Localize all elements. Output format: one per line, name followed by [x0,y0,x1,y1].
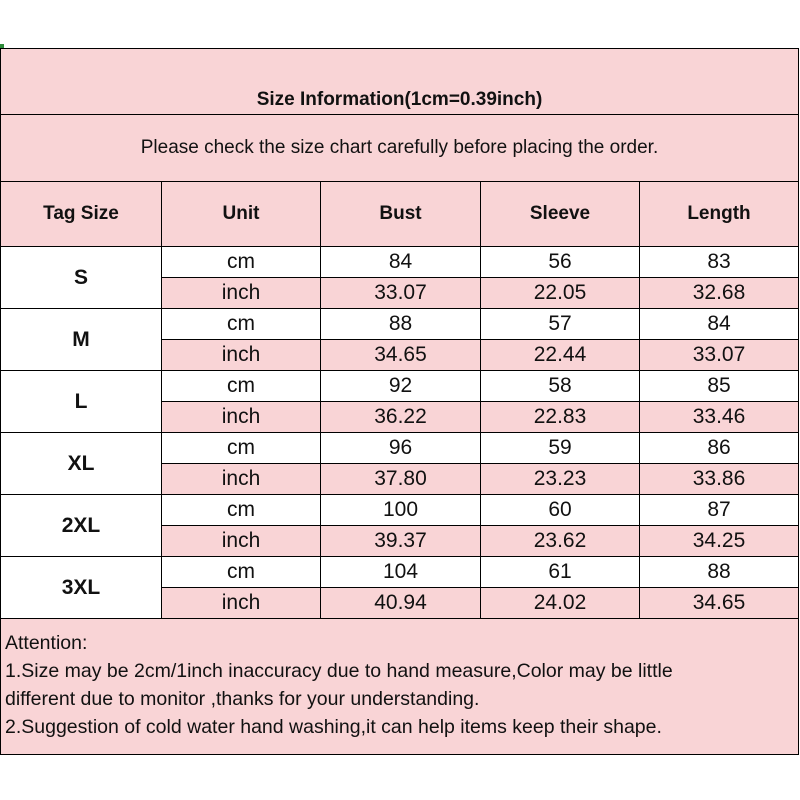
unit-cell: inch [162,340,321,370]
length-cell: 87 [640,495,799,525]
unit-cell: inch [162,464,321,494]
title-row [0,49,799,115]
length-cell: 34.65 [640,588,799,618]
header-unit: Unit [162,182,321,246]
sleeve-cell: 23.62 [481,526,640,556]
table-row-inch [162,277,799,308]
table-row-cm [162,371,799,401]
length-cell: 33.86 [640,464,799,494]
length-cell: 86 [640,433,799,463]
size-group-3 [0,433,799,495]
unit-cell: inch [162,526,321,556]
table-row-cm [162,309,799,339]
tag-size-label: XL [1,433,162,494]
size-group-4 [0,495,799,557]
bust-cell: 96 [321,433,481,463]
bust-cell: 34.65 [321,340,481,370]
sleeve-cell: 58 [481,371,640,401]
header-bust: Bust [321,182,481,246]
unit-cell: cm [162,433,321,463]
table-header [0,182,799,247]
length-cell: 84 [640,309,799,339]
size-group-1 [0,309,799,371]
bust-cell: 104 [321,557,481,587]
size-chart [0,48,799,755]
tag-size-label: L [1,371,162,432]
bust-cell: 36.22 [321,402,481,432]
size-table-body [0,247,799,619]
sleeve-cell: 56 [481,247,640,277]
bust-cell: 84 [321,247,481,277]
notes-line-1: 1.Size may be 2cm/1inch inaccuracy due to hand measure,Color may be little [5,660,673,682]
sleeve-cell: 60 [481,495,640,525]
notes-line-3: 2.Suggestion of cold water hand washing,it can help items keep their shape. [5,716,662,738]
sleeve-cell: 22.83 [481,402,640,432]
tag-size-label: 2XL [1,495,162,556]
sleeve-cell: 23.23 [481,464,640,494]
tag-size-label: 3XL [1,557,162,618]
chart-subtitle: Please check the size chart carefully before placing the order. [140,137,659,158]
header-sleeve: Sleeve [481,182,640,246]
length-cell: 33.07 [640,340,799,370]
length-cell: 83 [640,247,799,277]
unit-cell: cm [162,247,321,277]
bust-cell: 92 [321,371,481,401]
table-row-cm [162,495,799,525]
length-cell: 34.25 [640,526,799,556]
unit-cell: cm [162,557,321,587]
bust-cell: 88 [321,309,481,339]
bust-cell: 40.94 [321,588,481,618]
sleeve-cell: 22.44 [481,340,640,370]
attention-notes [0,619,799,755]
table-row-cm [162,247,799,277]
header-length: Length [640,182,799,246]
table-row-cm [162,433,799,463]
length-cell: 32.68 [640,278,799,308]
length-cell: 85 [640,371,799,401]
unit-cell: inch [162,278,321,308]
bust-cell: 39.37 [321,526,481,556]
sleeve-cell: 22.05 [481,278,640,308]
tag-size-label: M [1,309,162,370]
unit-cell: inch [162,588,321,618]
table-row-inch [162,401,799,432]
chart-title: Size Information(1cm=0.39inch) [256,89,543,110]
size-group-2 [0,371,799,433]
bust-cell: 33.07 [321,278,481,308]
size-group-5 [0,557,799,619]
notes-line-2: different due to monitor ,thanks for your understanding. [5,688,480,710]
table-row-inch [162,339,799,370]
table-row-inch [162,525,799,556]
table-row-inch [162,587,799,618]
size-group-0 [0,247,799,309]
unit-cell: inch [162,402,321,432]
table-row-cm [162,557,799,587]
sleeve-cell: 61 [481,557,640,587]
unit-cell: cm [162,309,321,339]
length-cell: 33.46 [640,402,799,432]
sleeve-cell: 24.02 [481,588,640,618]
sleeve-cell: 59 [481,433,640,463]
length-cell: 88 [640,557,799,587]
tag-size-label: S [1,247,162,308]
unit-cell: cm [162,371,321,401]
table-row-inch [162,463,799,494]
sleeve-cell: 57 [481,309,640,339]
subtitle-row [0,115,799,182]
notes-heading: Attention: [5,632,88,654]
header-tag-size: Tag Size [1,182,162,246]
unit-cell: cm [162,495,321,525]
bust-cell: 37.80 [321,464,481,494]
bust-cell: 100 [321,495,481,525]
